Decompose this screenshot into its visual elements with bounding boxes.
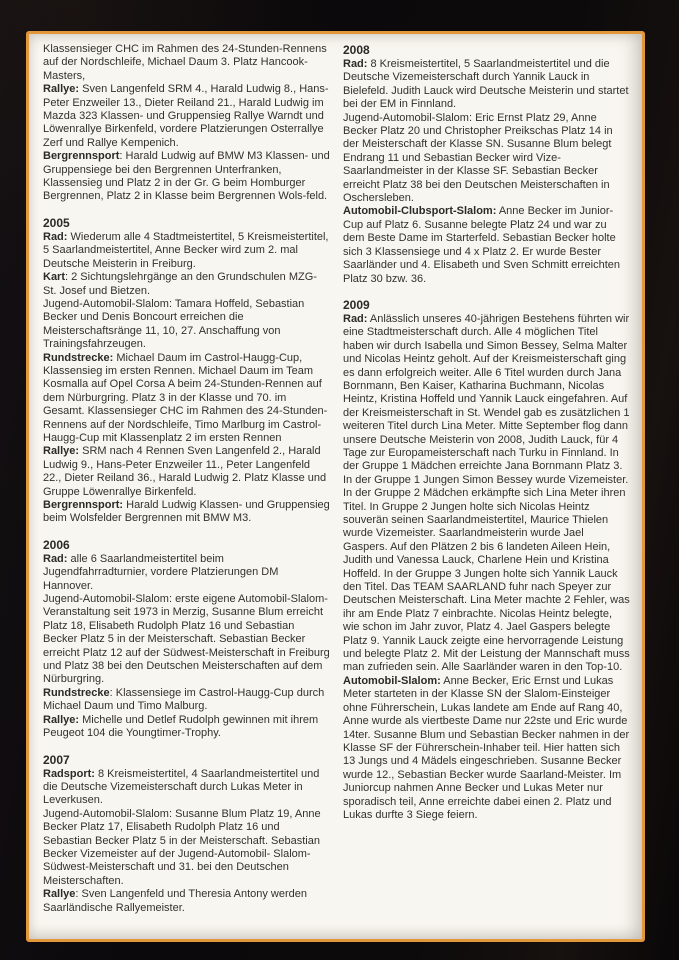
entry-paragraph: Bergrennsport: Harald Ludwig Klassen- und Gruppensieg beim Wolsfelder Bergrennen mit BMW M3. [43,499,330,525]
entry-paragraph: Jugend-Automobil-Slalom: Tamara Hoffeld, Sebastian Becker und Denis Boncourt erreichen die Meisterschaftsränge 11, 10, 27. Anschaffung von Trainingsfahrzeugen. [43,297,305,351]
year-heading: 2007 [43,752,70,767]
entry-paragraph: Klassensieger CHC im Rahmen des 24-Stunden-Rennens auf der Nordschleife, Michael Daum 3. Platz Hancook-Masters, [43,43,327,82]
entry-label: Automobil-Slalom: [343,674,441,687]
entry-paragraph: Automobil-Clubsport-Slalom: Anne Becker im Junior-Cup auf Platz 6. Susanne belegte Platz 24 und war zu dem Beste Dame im Starterfeld. Sebastian Becker holte sich 3 Klassensiege und 4 x Platz 2. Er wurde Bester Saarländer und 4. Elisabeth und Sven Schmitt erreichten Platz 30 bzw. 36. [343,205,620,285]
year-heading: 2009 [343,297,370,312]
entry-label: Bergrennsport [43,150,120,163]
entry-paragraph: Rad: alle 6 Saarlandmeistertitel beim Jugendfahrradturnier, vordere Platzierungen DM Hannover. [43,552,279,592]
entry-label: Rad: [343,312,368,325]
entry-paragraph: Jugend-Automobil-Slalom: Eric Ernst Platz 29, Anne Becker Platz 20 und Christopher Preikschas Platz 14 in der Meisterschaft der Klasse SN. Susanne Blum belegt Endrang 11 und Sebastian Becker wird Vize-Saarlandmeister in der Klasse SF. Sebastian Becker erreicht Platz 38 bei den Deutschen Meisterschaften in Oschersleben. [343,111,613,205]
entry-label: Rad: [43,552,68,565]
entry-paragraph: Jugend-Automobil-Slalom: erste eigene Automobil-Slalom-Veranstaltung seit 1973 in Merzig, Susanne Blum erreicht Platz 18, Elisabeth Rudolph Platz 16 und Sebastian Becker Platz 5 in der Meisterschaft. Sebastian Becker erreicht Platz 12 auf der Südwest-Meisterschaft in Freiburg und Platz 38 bei den Deutschen Meisterschaften auf dem Nürburgring. [43,593,330,686]
entry-paragraph: Rallye: SRM nach 4 Rennen Sven Langenfeld 2., Harald Ludwig 9., Hans-Peter Enzweiler 11., Peter Langenfeld 22., Dieter Reiland 36., Harald Ludwig 2. Platz Klasse und Gruppe Löwenrallye Birkenfeld. [43,445,327,498]
entry-paragraph: Rundstrecke: Klassensiege im Castrol-Haugg-Cup durch Michael Daum und Timo Malburg. [43,686,325,713]
entry-paragraph: Rad: 8 Kreismeistertitel, 5 Saarlandmeistertitel und die Deutsche Vizemeisterschaft durch Yannik Lauck in Bielefeld. Judith Lauck wird Deutsche Meisterin und startet bei der EM in Finnland. [343,58,629,111]
entry-paragraph: Kart: 2 Sichtungslehrgänge an den Grundschulen MZG-St. Josef und Bietzen. [43,271,317,297]
entry-label: Automobil-Clubsport-Slalom: [343,205,497,218]
entry-label: Kart [43,271,66,284]
section-2008 [343,43,630,286]
section-2009 [343,298,630,822]
entry-paragraph: Rad: Anlässlich unseres 40-jährigen Bestehens führten wir eine Stadtmeisterschaft durch. Alle 4 möglichen Titel haben wir durch Isabella und Simon Bessey, Selma Malter und Nicolas Heintz geholt. Auf der Kreismeisterschaft ging es dann erfolgreich weiter. Alle 6 Titel wurden durch Jana Bornmann, Ben Kaiser, Katharina Buchmann, Nicolas Heintz, Kristina Hoffeld und Yannik Lauck eingefahren. Auf der Kreismeisterschaft in St. Wendel gab es zusätzlichen 1 weiteren Titel durch Lina Meter. Mitte September flog dann unsere Deutsche Meisterin von 2008, Judith Lauck, für 4 Tage zur Europameisterschaft nach Turku in Finnland. In der Gruppe 1 Mädchen erreichte Jana Bornmann Platz 3. In der Gruppe 1 Jungen Simon Bessey wurde Vizemeister. In der Gruppe 2 Mädchen erkämpfte sich Lina Meter ihren Titel. In Gruppe 2 Jungen holte sich Nicolas Heintz souverän seinen Saarlandmeistertitel, Maurice Thielen wurde Vizemeister. Saarlandmeisterin wurde Jael Gaspers. Auf den Plätzen 2 bis 6 landeten Aileen Hein, Judith und Vanessa Lauck, Charlene Hein und Kristina Hoffeld. In der Gruppe 3 Jungen holte sich Yannik Lauck den Titel. Das TEAM SAARLAND fuhr nach Speyer zur Deutschen Meisterschaft. Lina Meter machte 2 Fehler, was ihr am Ende Platz 7 einbrachte. Nicolas Heintz belegte, wie schon im Jahr zuvor, Platz 4. Jael Gaspers belegte Platz 9. Yannik Lauck zeigte eine hervorragende Leistung und belegte Platz 2. Mit der Leistung der Mannschaft muss man zufrieden sein. Alle Saarländer waren in den Top-10. [343,312,630,674]
document-page [26,31,645,942]
entry-label: Rad: [43,230,68,243]
entry-paragraph: Rallye: Sven Langenfeld SRM 4., Harald Ludwig 8., Hans-Peter Enzweiler 13., Dieter Reiland 21., Harald Ludwig im Mazda 323 Klassen- und Gruppensieg Rallye Warndt und Löwenrallye Birkenfeld, vordere Platzierungen Osterrallye Zerf und Rallye Kempenich. [43,83,329,149]
entry-label: Bergrennsport: [43,499,124,511]
year-heading: 2006 [43,537,70,552]
entry-paragraph: Jugend-Automobil-Slalom: Susanne Blum Platz 19, Anne Becker Platz 17, Elisabeth Rudolph Platz 16 und Sebastian Becker Platz 5 in der Meisterschaft. Sebastian Becker Vizemeister auf der Jugend-Automobil- Slalom-Südwest-Meisterschaft und 31. bei den Deutschen Meisterschaften. [43,807,321,887]
year-heading: 2005 [43,215,70,230]
entry-label: Radsport: [43,767,95,780]
entry-label: Rallye: [43,445,80,458]
right-column [343,43,630,915]
entry-label: Rallye: [43,713,80,726]
section-2006 [43,538,330,741]
left-column [43,43,330,915]
entry-paragraph: Rundstrecke: Michael Daum im Castrol-Haugg-Cup, Klassensieg im ersten Rennen. Michael Daum im Team Kosmalla auf Opel Corsa A beim 24-Stunden-Rennen auf dem Nürburgring. Platz 3 in der Klasse und 70. im Gesamt. Klassensieger CHC im Rahmen des 24-Stunden-Rennens auf der Nordschleife, Timo Marlburg im Castrol-Haugg-Cup mit Klassenplatz 2 im ersten Rennen [43,351,328,444]
entry-paragraph: Rallye: Sven Langenfeld und Theresia Antony werden Saarländische Rallyemeister. [43,888,307,914]
section-intro [43,43,330,204]
entry-label: Rallye: [43,83,80,96]
entry-paragraph: Radsport: 8 Kreismeistertitel, 4 Saarlandmeistertitel und die Deutsche Vizemeisterschaft durch Lukas Meter in Leverkusen. [43,767,320,807]
entry-label: Rundstrecke [43,686,110,699]
section-2007 [43,753,330,915]
entry-paragraph: Rad: Wiederum alle 4 Stadtmeistertitel, 5 Kreismeistertitel, 5 Saarlandmeistertitel, Anne Becker wird zum 2. mal Deutsche Meisterin in Freiburg. [43,230,329,270]
entry-label: Rad: [343,58,368,70]
entry-label: Rallye [43,888,76,901]
entry-label: Rundstrecke: [43,351,114,364]
entry-paragraph: Bergrennsport: Harald Ludwig auf BMW M3 Klassen- und Gruppensiege bei den Bergrennen Unterfranken, Klassensieg und Platz 2 in der Gr. G beim Homburger Bergrennen, Platz 2 in Klasse beim Bergrennen Wols-feld. [43,150,330,203]
section-2005 [43,216,330,526]
entry-paragraph: Automobil-Slalom: Anne Becker, Eric Ernst und Lukas Meter starteten in der Klasse SN der Slalom-Einsteiger ohne Führerschein, Lukas landete am Ende auf Rang 40, Anne wurde als viertbeste Dame nur 22ste und Eric wurde 14ter. Susanne Blum und Sebastian Becker nahmen in der Klasse SF der Führerschein-Inhaber teil. Hier hatten sich 13 Jungs und 4 Mädels eingeschrieben. Susanne Becker wurde 12., Sebastian Becker wurde Saarland-Meister. Im Juniorcup nahmen Anne Becker und Lukas Meter nur sporadisch teil, Anne erreichte dabei einen 2. Platz und Lukas durfte 3 Siege feiern. [343,674,630,821]
year-heading: 2008 [343,43,370,57]
entry-paragraph: Rallye: Michelle und Detlef Rudolph gewinnen mit ihrem Peugeot 104 die Youngtimer-Trophy. [43,713,319,740]
page-columns [43,43,631,915]
